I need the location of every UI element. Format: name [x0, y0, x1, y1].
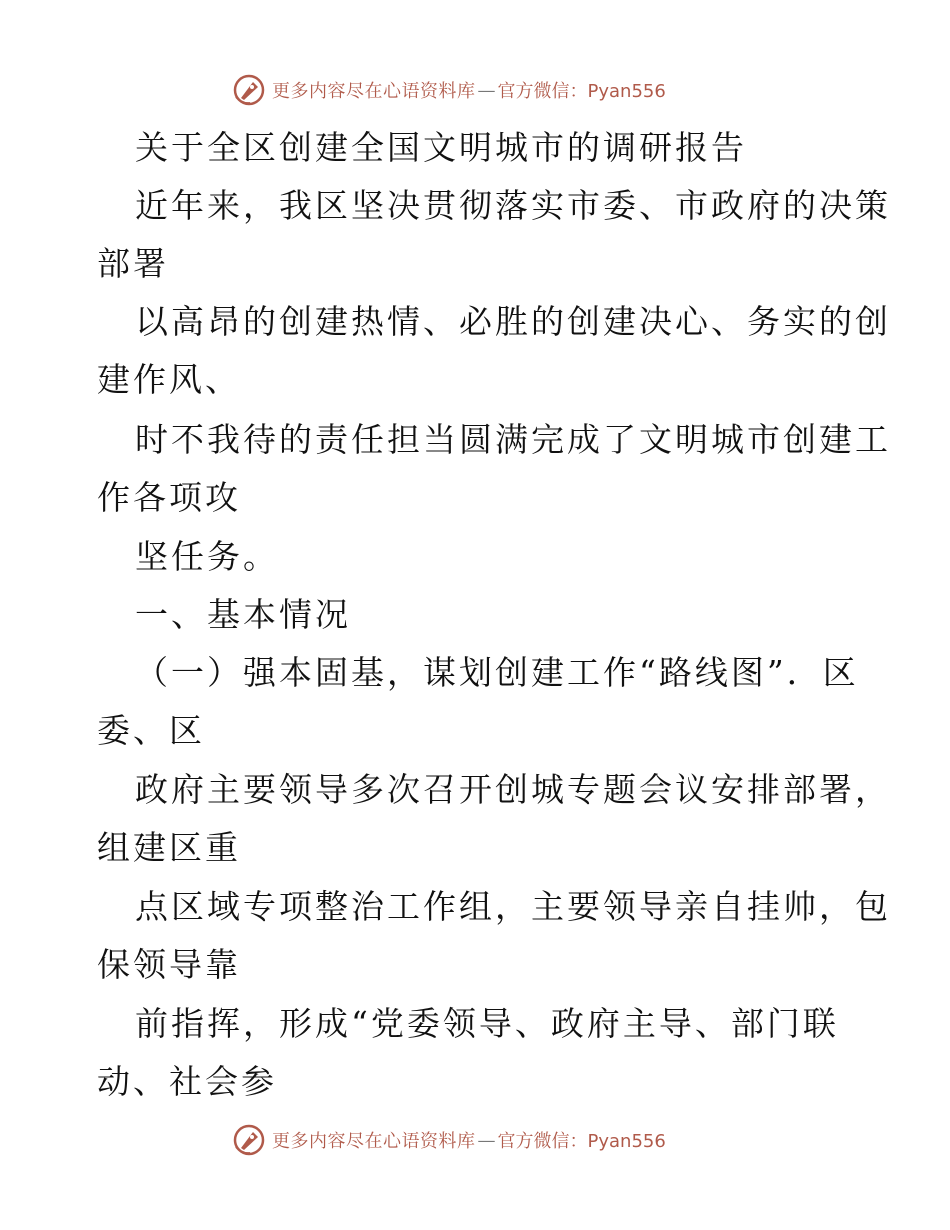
doc-line: 作各项攻: [97, 478, 241, 517]
banner-separator: —: [477, 79, 496, 101]
footer-banner: [232, 1120, 752, 1160]
doc-line: 坚任务。: [135, 537, 279, 576]
doc-line: 近年来，我区坚决贯彻落实市委、市政府的决策: [135, 186, 891, 225]
section-heading: 一、基本情况: [135, 595, 351, 634]
doc-line: 建作风、: [97, 360, 241, 399]
banner-text: 更多内容尽在心语资料库: [272, 81, 476, 102]
doc-title: 关于全区创建全国文明城市的调研报告: [135, 128, 747, 167]
doc-line: 以高昂的创建热情、必胜的创建决心、务实的创: [135, 302, 891, 341]
banner-wechat: 官方微信：Pyan556: [497, 81, 666, 102]
doc-line: 部署: [97, 244, 169, 283]
pen-nib-logo-icon: [232, 1123, 266, 1157]
subsection-heading: （一）强本固基，谋划创建工作“路线图”．区: [135, 653, 859, 692]
doc-line: 时不我待的责任担当圆满完成了文明城市创建工: [135, 420, 891, 459]
doc-line: 保领导靠: [97, 945, 241, 984]
banner-separator: —: [477, 1129, 496, 1151]
doc-line: 前指挥，形成“党委领导、政府主导、部门联: [135, 1004, 839, 1043]
doc-line: 政府主要领导多次召开创城专题会议安排部署，: [135, 770, 891, 809]
doc-line: 动、社会参: [97, 1062, 277, 1101]
banner-text: 更多内容尽在心语资料库: [272, 1131, 476, 1152]
banner-wechat: 官方微信：Pyan556: [497, 1131, 666, 1152]
doc-line: 组建区重: [97, 828, 241, 867]
doc-line: 点区域专项整治工作组，主要领导亲自挂帅，包: [135, 887, 891, 926]
doc-line: 委、区: [97, 711, 205, 750]
